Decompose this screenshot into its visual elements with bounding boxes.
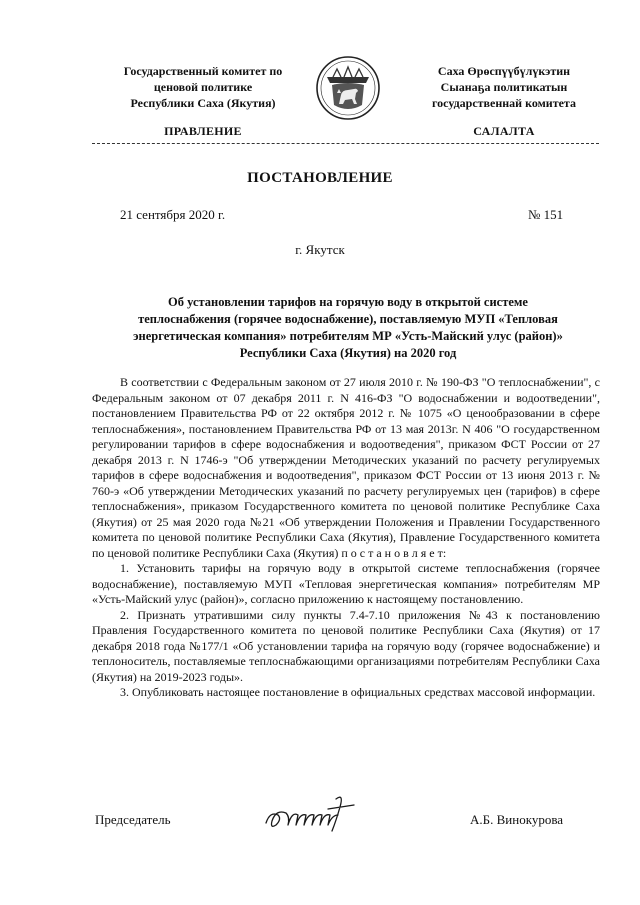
subject-line: Об установлении тарифов на горячую воду в открытой системе <box>168 295 528 309</box>
subject-line: Республики Саха (Якутия) на 2020 год <box>239 346 457 360</box>
document-title: ПОСТАНОВЛЕНИЕ <box>247 170 393 186</box>
header-divider <box>92 143 599 144</box>
body-paragraph-item-1: 1. Установить тарифы на горячую воду в открытой системе теплоснабжения (горячее водоснабжение), поставляемую МУП «Тепловая энергетическая компания» потребителям МР «Усть-Майский улус (район)», согласно приложению к настоящему постановлению. <box>92 561 600 606</box>
document-city: г. Якутск <box>295 242 345 257</box>
subject-line: теплоснабжения (горячее водоснабжение), поставляемую МУП «Тепловая <box>138 312 558 326</box>
document-subject <box>118 294 578 362</box>
header-left-line: Государственный комитет по <box>123 64 283 78</box>
signatory-name: А.Б. Винокурова <box>470 812 564 827</box>
body-paragraph-preamble: В соответствии с Федеральным законом от 27 июля 2010 г. № 190-ФЗ "О теплоснабжении", с Федеральным законом от 07 декабря 2011 г. N 416-ФЗ "О водоснабжении и водоотведении", постановлением Правительства РФ от 22 октября 2012 г. № 1075 «О ценообразовании в сфере теплоснабжения», постановлением Правительства РФ от 13 мая 2013г. N 406 "О государственном регулировании тарифов в сфере водоснабжения и водоотведения", приказом ФСТ России от 27 декабря 2013 г. N 1746-э "Об утверждении Методических указаний по расчету регулируемых тарифов в сфере водоснабжения и водоотведения", приказом ФСТ России от 13 июня 2013 г. № 760-э «Об утверждении Методических указаний по расчету регулируемых цен (тарифов) в сфере теплоснабжения», приказом Государственного комитета по ценовой политике Республике Саха (Якутия) от 25 мая 2020 года №21 «Об утверждении Положения и Правлении Государственного комитета по ценовой политике Республики Саха (Якутия), Правление Государственного комитета по ценовой политике Республики Саха (Якутия) п о с т а н о в л я е т: <box>92 375 600 560</box>
coat-of-arms-icon <box>315 55 381 121</box>
subject-line: энергетическая компания» потребителям МР «Усть-Майский улус (район)» <box>133 329 563 343</box>
document-number: № 151 <box>528 207 564 222</box>
document-body <box>92 375 600 701</box>
header-right-line: государственнай комитета <box>432 96 576 110</box>
header-left-department: ПРАВЛЕНИЕ <box>164 124 242 138</box>
header-right-department: САЛАЛТА <box>473 124 535 138</box>
header-left-line: Республики Саха (Якутия) <box>130 96 276 110</box>
body-paragraph-item-2: 2. Признать утратившими силу пункты 7.4-7.10 приложения №43 к постановлению Правления Государственного комитета по ценовой политике Республики Саха (Якутия) от 17 декабря 2018 года №177/1 «Об установлении тарифа на горячую воду (горячее водоснабжение) и теплоноситель, поставляемые теплоснабжающими организациями потребителям Республики Саха (Якутия) на 2019-2023 годы». <box>92 607 600 684</box>
header-right-org <box>393 63 615 111</box>
body-paragraph-item-3: 3. Опубликовать настоящее постановление в официальных средствах массовой информации. <box>120 685 596 699</box>
header-left-org <box>92 63 314 111</box>
header-left-line: ценовой политике <box>153 80 253 94</box>
document-date: 21 сентября 2020 г. <box>120 207 226 222</box>
header-right-line: Саха Өрөспүүбүлүкэтин <box>437 64 571 78</box>
handwritten-signature-icon <box>262 791 372 833</box>
signatory-role: Председатель <box>95 812 171 827</box>
header-right-line: Сыанаҕа политикатын <box>440 80 568 94</box>
